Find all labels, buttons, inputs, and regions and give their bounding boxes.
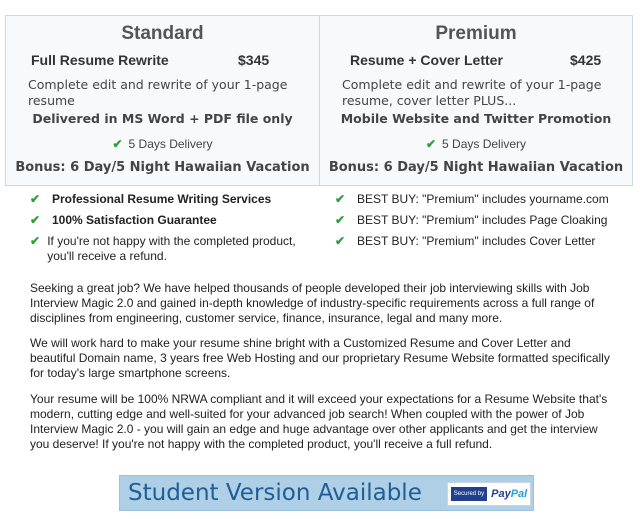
plan-extras: Mobile Website and Twitter Promotion — [340, 111, 612, 126]
plan-delivery-format: Delivered in MS Word + PDF file only — [32, 111, 293, 126]
checkmark-icon: ✔ — [30, 234, 41, 248]
plan-title: Premium — [435, 23, 517, 44]
student-version-banner[interactable] — [119, 475, 534, 511]
feature-item — [335, 234, 630, 255]
checkmark-icon: ✔ — [425, 137, 437, 151]
plan-title: Standard — [121, 23, 204, 44]
feature-item — [30, 192, 320, 213]
feature-label: If you're not happy with the completed product, you'll receive a refund. — [47, 234, 296, 263]
plan-premium[interactable] — [319, 16, 632, 185]
plan-standard[interactable] — [6, 16, 319, 185]
paypal-badge — [447, 482, 531, 506]
checkmark-icon: ✔ — [335, 234, 346, 248]
checkmark-icon: ✔ — [335, 213, 346, 227]
paypal-pal: Pal — [510, 488, 528, 500]
feature-label: 100% Satisfaction Guarantee — [52, 213, 217, 227]
feature-label: BEST BUY: "Premium" includes Cover Letter — [357, 234, 596, 248]
plan-delivery-days — [6, 137, 319, 151]
checkmark-icon: ✔ — [112, 137, 123, 151]
checkmark-icon: ✔ — [30, 213, 41, 227]
feature-label: BEST BUY: "Premium" includes yourname.com — [357, 192, 609, 206]
plan-days-label: 5 Days Delivery — [128, 137, 213, 151]
feature-item — [335, 192, 630, 213]
plan-subtitle: Resume + Cover Letter — [350, 52, 503, 68]
feature-item — [335, 213, 630, 234]
plan-price: $425 — [570, 52, 602, 68]
intro-paragraph: Seeking a great job? We have helped thousands of people developed their job interviewing skills with Job Interview Magic 2.0 and gained in-depth knowledge of industry-specific requirements across a full range of disciplines from engineering, customer service, finance, insurance, legal and many more. — [30, 281, 595, 325]
plan-bonus: Bonus: 6 Day/5 Night Hawaiian Vacation — [15, 160, 310, 175]
features-right — [335, 192, 630, 255]
plan-description: Complete edit and rewrite of your 1-page resume — [28, 77, 288, 108]
banner-text: Student Version Available — [128, 480, 422, 506]
features-left — [30, 192, 320, 270]
service-paragraph: We will work hard to make your resume shine bright with a Customized Resume and Cover Letter and beautiful Domain name, 3 years free Web Hosting and our proprietary Resume Website formatted specifically for today's large smartphone screens. — [30, 336, 610, 380]
plan-delivery-days — [320, 137, 632, 151]
secured-by-label: Secured by — [451, 487, 487, 501]
plan-subtitle: Full Resume Rewrite — [31, 52, 169, 68]
pricing-table — [5, 15, 633, 186]
paypal-pay: Pay — [491, 488, 511, 500]
plan-bonus: Bonus: 6 Day/5 Night Hawaiian Vacation — [328, 160, 624, 175]
paypal-logo — [491, 488, 527, 500]
guarantee-paragraph: Your resume will be 100% NRWA compliant and it will exceed your expectations for a Resume Website that's modern, cutting edge and well-suited for your advanced job search! When coupled with the power of Job Interview Magic 2.0 - you will gain an edge and huge advantage over other applicants and get the interview you deserve! If you're not happy with the completed product, you'll receive a full refund. — [30, 392, 608, 451]
feature-label: Professional Resume Writing Services — [52, 192, 272, 206]
feature-item — [30, 213, 320, 234]
plan-description: Complete edit and rewrite of your 1-page resume, cover letter PLUS... — [342, 77, 602, 108]
plan-days-label: 5 Days Delivery — [442, 137, 527, 151]
plan-price: $345 — [238, 52, 270, 68]
feature-item — [30, 234, 320, 270]
checkmark-icon: ✔ — [30, 192, 41, 206]
checkmark-icon: ✔ — [335, 192, 346, 206]
feature-label: BEST BUY: "Premium" includes Page Cloaking — [357, 213, 608, 227]
